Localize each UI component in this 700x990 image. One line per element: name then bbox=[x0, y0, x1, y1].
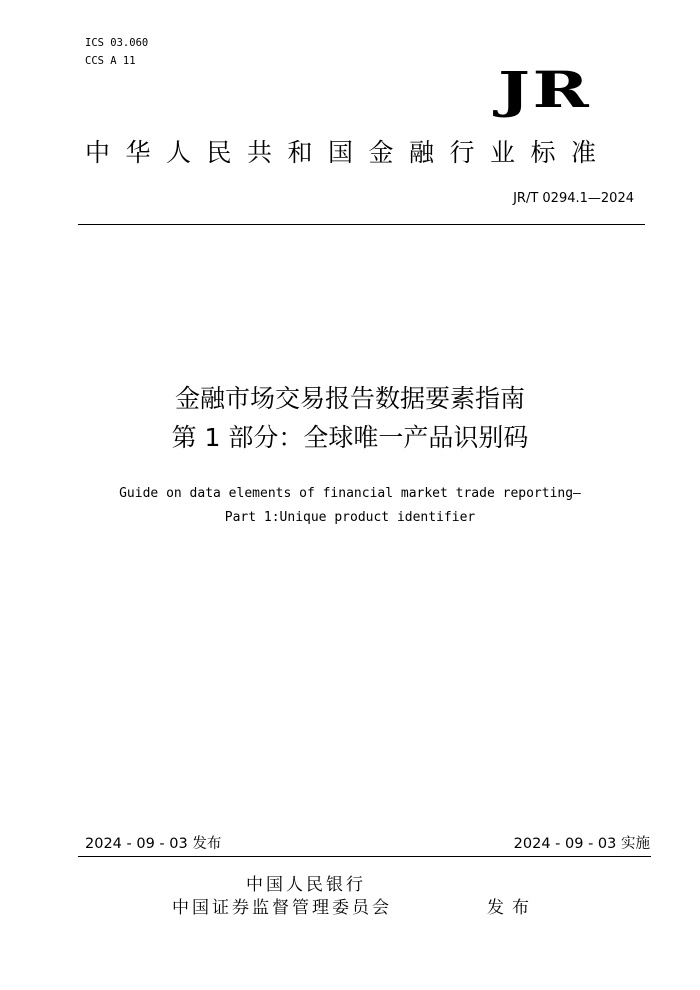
implement-date: 2024 - 09 - 03 实施 bbox=[513, 836, 650, 852]
document-title-cn-line2: 第 1 部分：全球唯一产品识别码 bbox=[171, 423, 529, 452]
document-title-cn-line1: 金融市场交易报告数据要素指南 bbox=[174, 384, 525, 413]
issuer-pboc: 中国人民银行 bbox=[246, 875, 366, 895]
issuer-csrc: 中国证券监督管理委员会 bbox=[172, 898, 392, 918]
standard-code: JR/T 0294.1—2024 bbox=[513, 191, 634, 206]
ics-code: ICS 03.060 bbox=[85, 37, 149, 49]
jr-logo: JR bbox=[498, 60, 592, 119]
document-title-en-line1: Guide on data elements of financial market trade reporting— bbox=[119, 486, 581, 501]
issue-label: 发布 bbox=[487, 898, 537, 918]
header-divider bbox=[78, 224, 645, 225]
ccs-code: CCS A 11 bbox=[85, 55, 136, 67]
publish-date: 2024 - 09 - 03 发布 bbox=[85, 836, 222, 852]
footer-divider bbox=[78, 856, 651, 857]
standard-category-title: 中华人民共和国金融行业标准 bbox=[85, 138, 612, 167]
document-title-en-line2: Part 1:Unique product identifier bbox=[224, 510, 476, 525]
